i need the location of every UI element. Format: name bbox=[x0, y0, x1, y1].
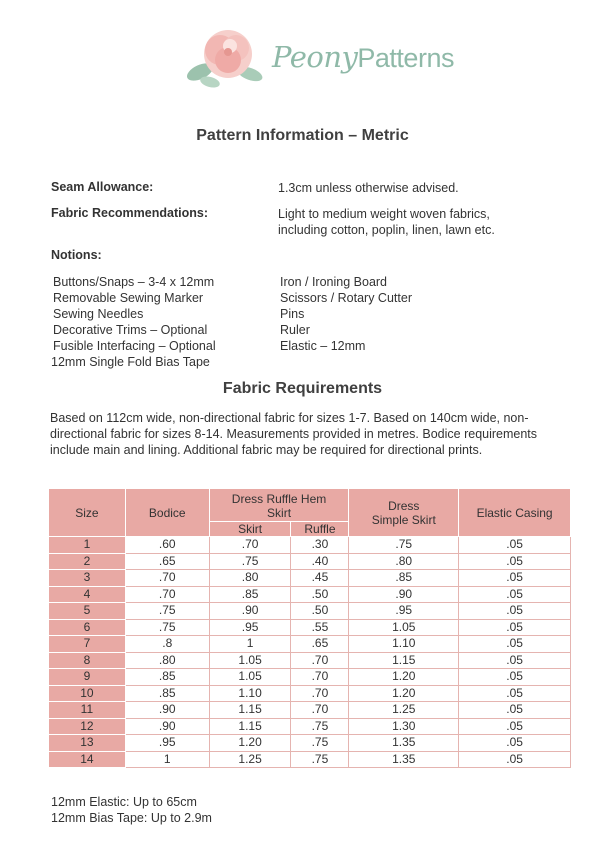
simple-skirt-cell: 1.25 bbox=[349, 702, 459, 719]
brand-name bbox=[272, 40, 454, 74]
simple-skirt-cell: 1.15 bbox=[349, 652, 459, 669]
size-cell: 4 bbox=[49, 586, 126, 603]
simple-skirt-cell: .80 bbox=[349, 553, 459, 570]
elastic-cell: .05 bbox=[459, 718, 571, 735]
ruffle-cell: .50 bbox=[291, 603, 349, 620]
seam-allowance-value: 1.3cm unless otherwise advised. bbox=[278, 181, 459, 195]
size-cell: 3 bbox=[49, 570, 126, 587]
ruffle-skirt-cell: .70 bbox=[209, 537, 291, 554]
simple-skirt-cell: 1.20 bbox=[349, 669, 459, 686]
elastic-cell: .05 bbox=[459, 751, 571, 768]
size-cell: 7 bbox=[49, 636, 126, 653]
bodice-cell: .75 bbox=[125, 619, 209, 636]
bodice-cell: .60 bbox=[125, 537, 209, 554]
notion-item: Buttons/Snaps – 3-4 x 12mm bbox=[53, 275, 215, 289]
ruffle-skirt-cell: 1.15 bbox=[209, 718, 291, 735]
notion-item: Elastic – 12mm bbox=[280, 339, 366, 353]
peony-flower-icon bbox=[180, 22, 275, 92]
bodice-cell: .80 bbox=[125, 652, 209, 669]
table-row bbox=[49, 570, 571, 587]
fabric-requirements-intro: Based on 112cm wide, non-directional fabric for sizes 1-7. Based on 140cm wide, non-directional fabric for sizes 8-14. Measurements provided in metres. Bodice requirements include main and lining. Additional fabric may be required for directional prints. bbox=[50, 411, 538, 457]
size-cell: 1 bbox=[49, 537, 126, 554]
size-cell: 2 bbox=[49, 553, 126, 570]
bodice-cell: .90 bbox=[125, 718, 209, 735]
brand-word-patterns: Patterns bbox=[357, 43, 454, 73]
notions-label: Notions: bbox=[51, 248, 102, 262]
table-row bbox=[49, 603, 571, 620]
header-ruffle: Ruffle bbox=[291, 522, 349, 537]
ruffle-cell: .70 bbox=[291, 669, 349, 686]
notion-item: Pins bbox=[280, 307, 305, 321]
bodice-cell: .85 bbox=[125, 685, 209, 702]
table-body bbox=[49, 537, 571, 768]
elastic-cell: .05 bbox=[459, 619, 571, 636]
ruffle-skirt-cell: 1.10 bbox=[209, 685, 291, 702]
table-row bbox=[49, 619, 571, 636]
elastic-cell: .05 bbox=[459, 636, 571, 653]
table-row bbox=[49, 685, 571, 702]
simple-skirt-cell: .75 bbox=[349, 537, 459, 554]
simple-skirt-cell: 1.20 bbox=[349, 685, 459, 702]
table-row bbox=[49, 735, 571, 752]
page-title: Pattern Information – Metric bbox=[196, 127, 409, 144]
table-row bbox=[49, 718, 571, 735]
simple-skirt-cell: 1.05 bbox=[349, 619, 459, 636]
size-cell: 13 bbox=[49, 735, 126, 752]
header-ruffle-line2: Skirt bbox=[267, 506, 292, 520]
brand-word-peony: Peony bbox=[272, 40, 358, 74]
ruffle-cell: .30 bbox=[291, 537, 349, 554]
ruffle-cell: .65 bbox=[291, 636, 349, 653]
notion-item: Iron / Ironing Board bbox=[280, 275, 388, 289]
notion-item: Ruler bbox=[280, 323, 310, 337]
header-size: Size bbox=[49, 489, 126, 537]
elastic-cell: .05 bbox=[459, 570, 571, 587]
table-row bbox=[49, 652, 571, 669]
elastic-cell: .05 bbox=[459, 669, 571, 686]
ruffle-skirt-cell: .80 bbox=[209, 570, 291, 587]
simple-skirt-cell: 1.35 bbox=[349, 751, 459, 768]
ruffle-cell: .50 bbox=[291, 586, 349, 603]
ruffle-skirt-cell: .95 bbox=[209, 619, 291, 636]
bodice-cell: .75 bbox=[125, 603, 209, 620]
ruffle-skirt-cell: 1.05 bbox=[209, 669, 291, 686]
bodice-cell: .70 bbox=[125, 570, 209, 587]
size-cell: 8 bbox=[49, 652, 126, 669]
header-dress-ruffle-hem bbox=[209, 489, 349, 522]
fabric-requirements-heading: Fabric Requirements bbox=[222, 380, 383, 397]
elastic-cell: .05 bbox=[459, 685, 571, 702]
size-cell: 9 bbox=[49, 669, 126, 686]
bodice-cell: .70 bbox=[125, 586, 209, 603]
ruffle-cell: .45 bbox=[291, 570, 349, 587]
table-row bbox=[49, 586, 571, 603]
ruffle-skirt-cell: 1.20 bbox=[209, 735, 291, 752]
header-skirt: Skirt bbox=[209, 522, 291, 537]
elastic-cell: .05 bbox=[459, 586, 571, 603]
table-row bbox=[49, 751, 571, 768]
ruffle-cell: .75 bbox=[291, 735, 349, 752]
footer-bias-tape: 12mm Bias Tape: Up to 2.9m bbox=[51, 811, 212, 825]
header-simple-line1: Dress bbox=[388, 498, 420, 513]
ruffle-skirt-cell: .90 bbox=[209, 603, 291, 620]
notion-item: 12mm Single Fold Bias Tape bbox=[51, 355, 210, 369]
table-row bbox=[49, 553, 571, 570]
simple-skirt-cell: 1.30 bbox=[349, 718, 459, 735]
elastic-cell: .05 bbox=[459, 537, 571, 554]
table-row bbox=[49, 702, 571, 719]
size-cell: 11 bbox=[49, 702, 126, 719]
elastic-cell: .05 bbox=[459, 735, 571, 752]
simple-skirt-cell: 1.35 bbox=[349, 735, 459, 752]
notion-item: Removable Sewing Marker bbox=[53, 291, 204, 305]
elastic-cell: .05 bbox=[459, 702, 571, 719]
ruffle-cell: .40 bbox=[291, 553, 349, 570]
ruffle-skirt-cell: 1.05 bbox=[209, 652, 291, 669]
size-cell: 6 bbox=[49, 619, 126, 636]
header-ruffle-line1: Dress Ruffle Hem bbox=[231, 492, 327, 506]
table-row bbox=[49, 669, 571, 686]
size-cell: 10 bbox=[49, 685, 126, 702]
bodice-cell: 1 bbox=[125, 751, 209, 768]
header-simple-line2: Simple Skirt bbox=[371, 512, 436, 527]
header-bodice: Bodice bbox=[125, 489, 209, 537]
ruffle-cell: .75 bbox=[291, 751, 349, 768]
simple-skirt-cell: .90 bbox=[349, 586, 459, 603]
simple-skirt-cell: .95 bbox=[349, 603, 459, 620]
notion-item: Fusible Interfacing – Optional bbox=[53, 339, 216, 353]
ruffle-cell: .70 bbox=[291, 685, 349, 702]
ruffle-cell: .75 bbox=[291, 718, 349, 735]
footer-notes bbox=[51, 794, 212, 826]
bodice-cell: .8 bbox=[125, 636, 209, 653]
notion-item: Scissors / Rotary Cutter bbox=[280, 291, 412, 305]
bodice-cell: .85 bbox=[125, 669, 209, 686]
size-cell: 12 bbox=[49, 718, 126, 735]
bodice-cell: .95 bbox=[125, 735, 209, 752]
elastic-cell: .05 bbox=[459, 553, 571, 570]
notions-list-right bbox=[280, 274, 412, 354]
elastic-cell: .05 bbox=[459, 603, 571, 620]
fabric-requirements-table bbox=[48, 488, 571, 768]
notion-item: Decorative Trims – Optional bbox=[53, 323, 208, 337]
notions-list-left bbox=[53, 274, 216, 370]
ruffle-skirt-cell: 1.15 bbox=[209, 702, 291, 719]
bodice-cell: .65 bbox=[125, 553, 209, 570]
notion-item: Sewing Needles bbox=[53, 307, 144, 321]
ruffle-skirt-cell: .75 bbox=[209, 553, 291, 570]
size-cell: 5 bbox=[49, 603, 126, 620]
size-cell: 14 bbox=[49, 751, 126, 768]
bodice-cell: .90 bbox=[125, 702, 209, 719]
ruffle-cell: .55 bbox=[291, 619, 349, 636]
simple-skirt-cell: 1.10 bbox=[349, 636, 459, 653]
simple-skirt-cell: .85 bbox=[349, 570, 459, 587]
ruffle-skirt-cell: 1.25 bbox=[209, 751, 291, 768]
ruffle-cell: .70 bbox=[291, 652, 349, 669]
ruffle-cell: .70 bbox=[291, 702, 349, 719]
ruffle-skirt-cell: .85 bbox=[209, 586, 291, 603]
header-elastic-casing: Elastic Casing bbox=[459, 489, 571, 537]
seam-allowance-label: Seam Allowance: bbox=[51, 180, 154, 194]
footer-elastic: 12mm Elastic: Up to 65cm bbox=[51, 795, 197, 809]
header-dress-simple-skirt bbox=[349, 489, 459, 537]
elastic-cell: .05 bbox=[459, 652, 571, 669]
fabric-recommendations-label: Fabric Recommendations: bbox=[51, 206, 208, 220]
table-row bbox=[49, 636, 571, 653]
fabric-recommendations-value: Light to medium weight woven fabrics, including cotton, poplin, linen, lawn etc. bbox=[278, 207, 495, 237]
brand-logo bbox=[180, 22, 460, 92]
table-row bbox=[49, 537, 571, 554]
ruffle-skirt-cell: 1 bbox=[209, 636, 291, 653]
